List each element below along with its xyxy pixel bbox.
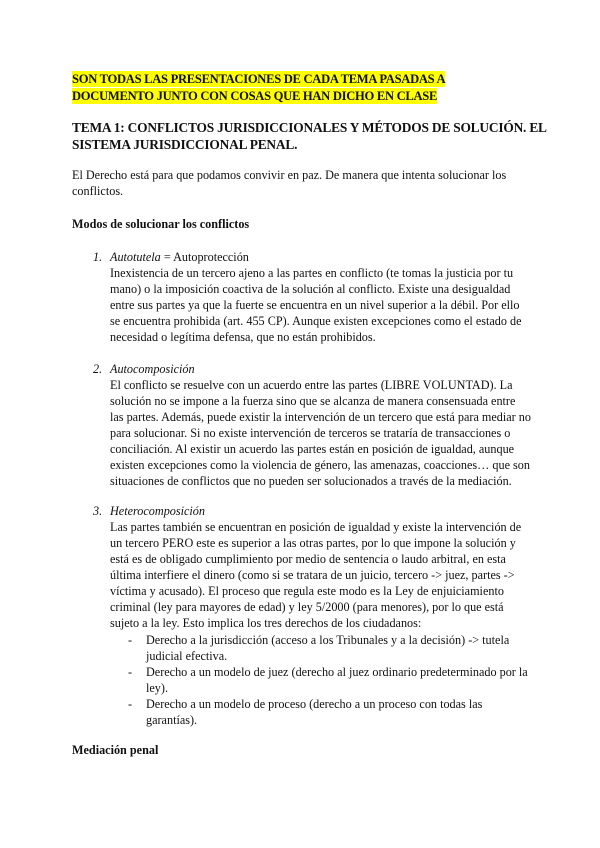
list-item-text: sujeto a la ley. Esto implica los tres derechos de los ciudadanos:	[110, 616, 422, 630]
list-item-text: conciliación. Al existir un acuerdo las partes están en posición de igualdad, aunque	[110, 442, 515, 456]
bullet-text: ley).	[146, 681, 168, 695]
bullet-text: garantías).	[146, 713, 198, 727]
term-suffix: = Autoprotección	[160, 250, 249, 264]
list-item-text: un tercero PERO este es superior a las otras partes, por lo que impone la solución y	[110, 536, 516, 550]
intro-paragraph: El Derecho está para que podamos convivir en paz. De manera que intenta solucionar los	[72, 168, 507, 182]
bullet-text: Derecho a un modelo de proceso (derecho a un proceso con todas las	[146, 697, 483, 711]
bullet-marker: -	[128, 633, 133, 647]
list-item-text: Inexistencia de un tercero ajeno a las partes en conflicto (te tomas la justicia por tu	[110, 266, 514, 280]
list-item-text: entre sus partes ya que la fuerte se encuentra en un nivel superior a la débil. Por ello	[110, 298, 520, 312]
bullet-marker: -	[128, 665, 133, 679]
list-number: 1.	[93, 250, 103, 264]
list-item-text: para solucionar. Si no existe intervención de terceros se trataría de transacciones o	[110, 426, 511, 440]
intro-paragraph: conflictos.	[72, 184, 124, 198]
list-item-text: mano) o la imposición coactiva de la solución al conflicto. Existe una desigualdad	[110, 282, 511, 296]
document-title: TEMA 1: CONFLICTOS JURISDICCIONALES Y MÉTODOS DE SOLUCIÓN. EL	[72, 120, 547, 135]
bullet-marker: -	[128, 697, 133, 711]
list-item-text: El conflicto se resuelve con un acuerdo entre las partes (LIBRE VOLUNTAD). La	[110, 378, 513, 392]
list-item-title	[110, 361, 195, 377]
list-item-text: está es de obligado cumplimiento por medio de sentencia o laudo arbitral, en esta	[110, 552, 506, 566]
highlighted-banner: SON TODAS LAS PRESENTACIONES DE CADA TEMA PASADAS A	[72, 72, 446, 86]
section-heading: Mediación penal	[72, 743, 159, 757]
list-item-text: Las partes también se encuentran en posición de igualdad y existe la intervención de	[110, 520, 522, 534]
list-number: 3.	[93, 504, 103, 518]
bullet-text: Derecho a un modelo de juez (derecho al juez ordinario predeterminado por la	[146, 665, 528, 679]
section-heading: Modos de solucionar los conflictos	[72, 217, 250, 231]
list-item-text: existen excepciones como la violencia de género, las amenazas, coacciones… que son	[110, 458, 530, 472]
list-item-text: solución no se impone a la fuerza sino que se alcanza de manera consensuada entre	[110, 394, 516, 408]
bullet-text: judicial efectiva.	[146, 649, 228, 663]
list-number: 2.	[93, 362, 103, 376]
list-item-text: las partes. Además, puede existir la intervención de un tercero que está para mediar no	[110, 410, 531, 424]
highlighted-banner: DOCUMENTO JUNTO CON COSAS QUE HAN DICHO EN CLASE	[72, 89, 438, 103]
term: Heterocomposición	[110, 504, 205, 518]
list-item-title	[110, 249, 249, 265]
list-item-text: criminal (ley para mayores de edad) y ley 5/2000 (para menores), por lo que está	[110, 600, 504, 614]
term: Autocomposición	[110, 362, 195, 376]
term: Autotutela	[110, 250, 161, 264]
list-item-title	[110, 503, 205, 519]
list-item-text: víctima y acusado). El proceso que regula este modo es la Ley de enjuiciamiento	[110, 584, 504, 598]
bullet-text: Derecho a la jurisdicción (acceso a los Tribunales y a la decisión) -> tutela	[146, 633, 510, 647]
document-title: SISTEMA JURISDICCIONAL PENAL.	[72, 137, 298, 152]
list-item-text: se encuentra prohibida (art. 455 CP). Aunque existen excepciones como el estado de	[110, 314, 522, 328]
list-item-text: situaciones de conflictos que no pueden ser solucionados a través de la mediación.	[110, 474, 512, 488]
list-item-text: última interfiere el dinero (como si se tratara de un juicio, tercero -> juez, partes ->	[110, 568, 515, 582]
list-item-text: necesidad o legítima defensa, que no están prohibidos.	[110, 330, 376, 344]
